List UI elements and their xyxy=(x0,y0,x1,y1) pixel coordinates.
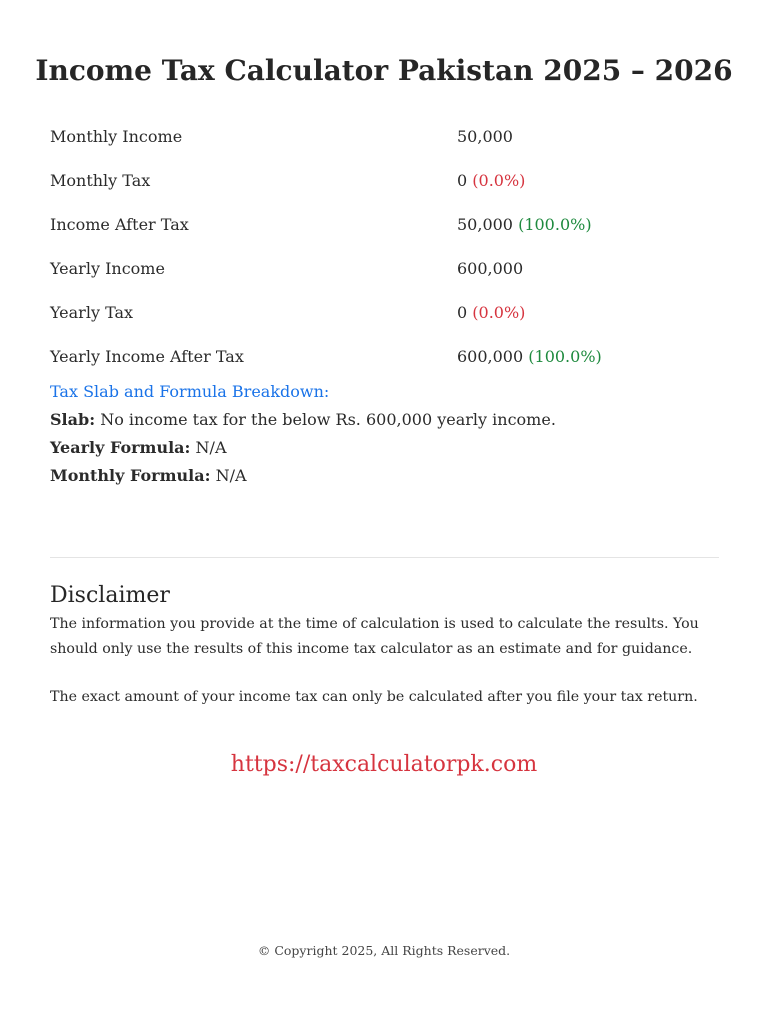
yearly-formula-label: Yearly Formula: xyxy=(50,438,191,457)
slab-text: No income tax for the below Rs. 600,000 yearly income. xyxy=(100,410,556,429)
slab-line xyxy=(50,406,730,434)
row-label: Income After Tax xyxy=(50,214,189,234)
amount: 0 xyxy=(457,170,468,190)
results-table xyxy=(50,114,720,378)
row-value xyxy=(457,303,720,322)
result-row-monthly-income xyxy=(50,114,720,158)
row-label: Yearly Income xyxy=(50,258,165,278)
disclaimer-paragraph-2: The exact amount of your income tax can only be calculated after you file your tax return. xyxy=(50,689,698,705)
result-row-yearly-income xyxy=(50,246,720,290)
percentage: (0.0%) xyxy=(472,170,526,190)
monthly-formula-line xyxy=(50,462,730,490)
monthly-formula-value: N/A xyxy=(215,466,247,485)
copyright-footer: © Copyright 2025, All Rights Reserved. xyxy=(257,943,511,958)
tax-breakdown xyxy=(50,378,730,490)
disclaimer-title: Disclaimer xyxy=(50,583,170,608)
row-label: Yearly Tax xyxy=(50,302,134,322)
row-label: Yearly Income After Tax xyxy=(50,346,244,366)
breakdown-heading: Tax Slab and Formula Breakdown: xyxy=(50,382,330,401)
amount: 50,000 xyxy=(457,126,513,146)
row-value xyxy=(457,127,720,146)
percentage: (100.0%) xyxy=(528,346,602,366)
result-row-income-after-tax xyxy=(50,202,720,246)
website-link[interactable]: https://taxcalculatorpk.com xyxy=(230,752,538,777)
result-row-monthly-tax xyxy=(50,158,720,202)
amount: 600,000 xyxy=(457,346,524,366)
page-title: Income Tax Calculator Pakistan 2025 – 2026 xyxy=(35,54,733,87)
slab-label: Slab: xyxy=(50,410,96,429)
row-label: Monthly Tax xyxy=(50,170,151,190)
disclaimer-paragraph-1: The information you provide at the time of calculation is used to calculate the results. You should only use the results of this income tax calculator as an estimate and for guidance. xyxy=(50,616,699,657)
row-label: Monthly Income xyxy=(50,126,183,146)
amount: 600,000 xyxy=(457,258,524,278)
row-value xyxy=(457,171,720,190)
result-row-yearly-income-after-tax xyxy=(50,334,720,378)
amount: 0 xyxy=(457,302,468,322)
result-row-yearly-tax xyxy=(50,290,720,334)
row-value xyxy=(457,259,720,278)
amount: 50,000 xyxy=(457,214,513,234)
percentage: (0.0%) xyxy=(472,302,526,322)
monthly-formula-label: Monthly Formula: xyxy=(50,466,211,485)
row-value xyxy=(457,347,720,366)
percentage: (100.0%) xyxy=(518,214,592,234)
yearly-formula-value: N/A xyxy=(195,438,227,457)
divider xyxy=(50,557,719,558)
row-value xyxy=(457,215,720,234)
yearly-formula-line xyxy=(50,434,730,462)
